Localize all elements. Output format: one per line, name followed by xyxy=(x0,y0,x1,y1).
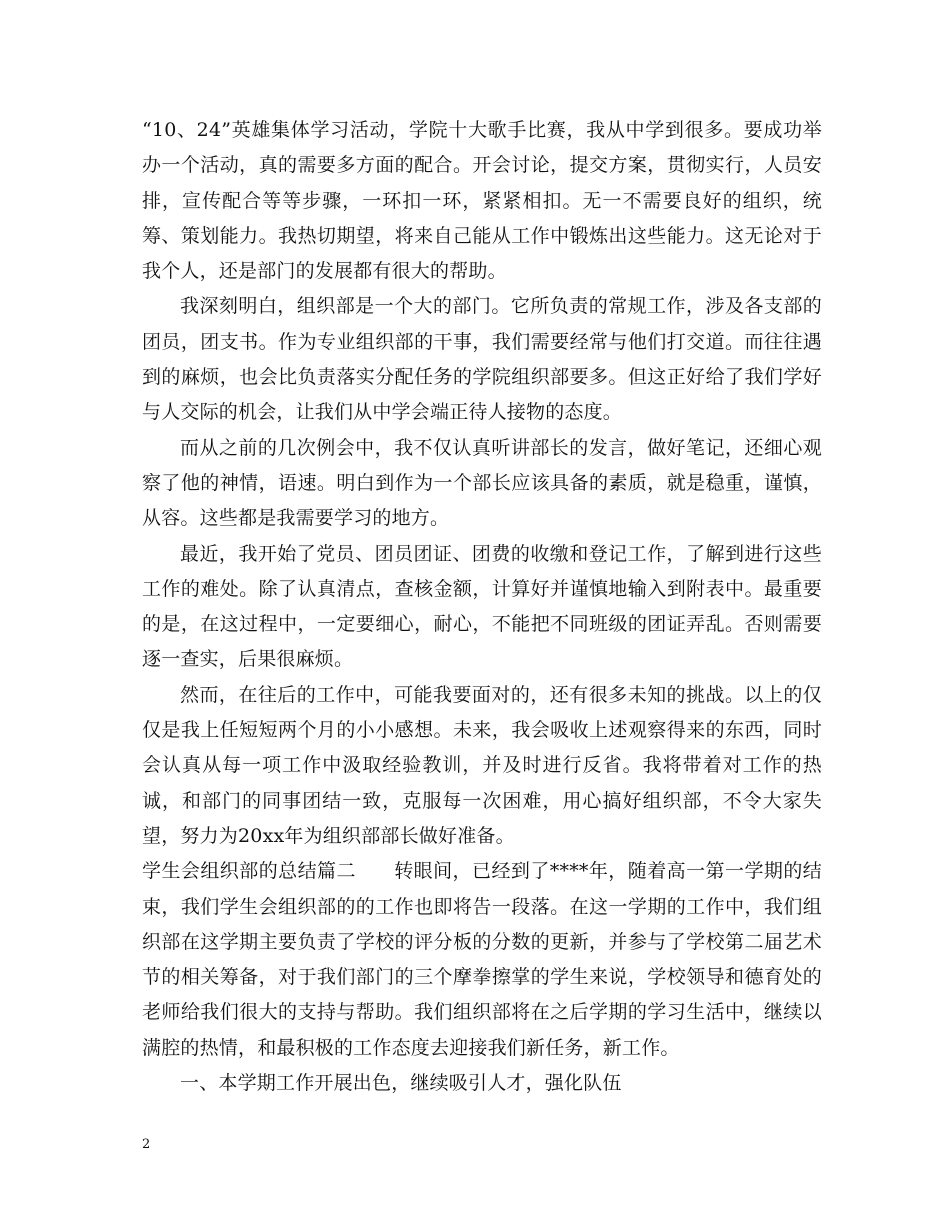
paragraph-department: 我深刻明白，组织部是一个大的部门。它所负责的常规工作，涉及各支部的团员，团支书。作为专业组织部的干事，我们需要经常与他们打交道。而往往遇到的麻烦，也会比负责落实分配任务的学院组织部要多。但这正好给了我们学好与人交际的机会，让我们从中学会端正待人接物的态度。 xyxy=(142,295,822,424)
document-body xyxy=(142,113,822,1101)
paragraph-meetings: 而从之前的几次例会中，我不仅认真听讲部长的发言，做好笔记，还细心观察了他的神情，语速。明白到作为一个部长应该具备的素质，就是稳重，谨慎，从容。这些都是我需要学习的地方。 xyxy=(142,436,822,530)
page-number: 2 xyxy=(142,1137,151,1152)
heading-section-one: 一、本学期工作开展出色，继续吸引人才，强化队伍 xyxy=(180,1072,622,1095)
paragraph-recent-work: 最近，我开始了党员、团员团证、团费的收缴和登记工作，了解到进行这些工作的难处。除了认真清点，查核金额，计算好并谨慎地输入到附表中。最重要的是，在这过程中，一定要细心，耐心，不能把不同班级的团证弄乱。否则需要逐一查实，后果很麻烦。 xyxy=(142,542,822,671)
summary-two-text: 转眼间，已经到了****年，随着高一第一学期的结束，我们学生会组织部的的工作也即将告一段落。在这一学期的工作中，我们组织部在这学期主要负责了学校的评分板的分数的更新，并参与了学校第二届艺术节的相关筹备，对于我们部门的三个摩拳擦掌的学生来说，学校领导和德育处的老师给我们很大的支持与帮助。我们组织部将在之后学期的学习生活中，继续以满腔的热情，和最积极的工作态度去迎接我们新任务，新工作。 xyxy=(142,860,822,1059)
paragraph-future: 然而，在往后的工作中，可能我要面对的，还有很多未知的挑战。以上的仅仅是我上任短短两个月的小小感想。未来，我会吸收上述观察得来的东西，同时会认真从每一项工作中汲取经验教训，并及时进行反省。我将带着对工作的热诚，和部门的同事团结一致，克服每一次困难，用心搞好组织部，不令大家失望，努力为20xx年为组织部部长做好准备。 xyxy=(142,683,822,847)
paragraph-activities: “10、24”英雄集体学习活动，学院十大歌手比赛，我从中学到很多。要成功举办一个活动，真的需要多方面的配合。开会讨论，提交方案，贯彻实行，人员安排，宣传配合等等步骤，一环扣一环，紧紧相扣。无一不需要良好的组织，统筹、策划能力。我热切期望，将来自己能从工作中锻炼出这些能力。这无论对于我个人，还是部门的发展都有很大的帮助。 xyxy=(142,119,822,283)
section-title: 学生会组织部的总结篇二 xyxy=(142,860,356,883)
paragraph-summary-two xyxy=(142,854,822,1066)
